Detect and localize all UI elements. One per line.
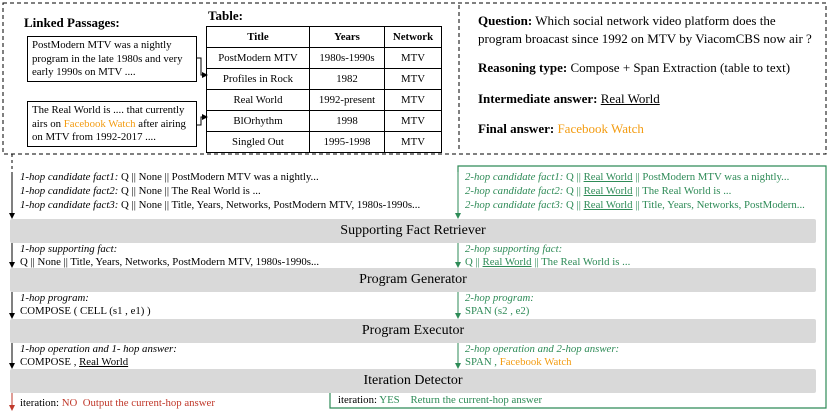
right-answer: SPAN , Facebook Watch xyxy=(465,356,572,368)
table-row: Profiles in Rock 1982 MTV xyxy=(207,69,442,90)
program-executor-bar: Program Executor xyxy=(10,319,816,343)
left-fact3: 1-hop candidate fact3: Q || None || Title, Years, Networks, PostModern MTV, 1980s-1990s... xyxy=(20,199,421,211)
table-header: Title xyxy=(207,27,310,48)
left-iteration: iteration: NO Output the current-hop answer xyxy=(20,397,215,409)
left-support-label: 1-hop supporting fact: xyxy=(20,243,118,255)
table-title: Table: xyxy=(208,8,243,23)
right-fact2: 2-hop candidate fact2: Q || Real World || The Real World is ... xyxy=(465,185,732,197)
right-iteration: iteration: YES Return the current-hop answer xyxy=(338,394,543,406)
passage-1: PostModern MTV was a nightly program in the late 1980s and very early 1990s on MTV .... xyxy=(27,36,197,82)
left-answer: COMPOSE , Real World xyxy=(20,356,129,368)
left-program-text: COMPOSE ( CELL (s1 , e1) ) xyxy=(20,305,151,317)
passage-2: The Real World is .... that currently airs on Facebook Watch after airing on MTV from 1992-2017 .... xyxy=(27,101,197,147)
left-fact2: 1-hop candidate fact2: Q || None || The Real World is ... xyxy=(20,185,261,197)
linked-passages-title: Linked Passages: xyxy=(24,15,120,30)
table-header: Years xyxy=(310,27,385,48)
table-row: Real World 1992-present MTV xyxy=(207,90,442,111)
right-fact1: 2-hop candidate fact1: Q || Real World || PostModern MTV was a nightly... xyxy=(465,171,790,183)
right-program-text: SPAN (s2 , e2) xyxy=(465,305,530,317)
supporting-fact-retriever-bar: Supporting Fact Retriever xyxy=(10,219,816,243)
question-block: Question: Which social network video platform does the program broacast since 1992 on MTV by ViacomCBS now air ? xyxy=(478,13,812,46)
final-answer: Final answer: Facebook Watch xyxy=(478,121,644,136)
table-row: Singled Out 1995-1998 MTV xyxy=(207,132,442,153)
left-support-text: Q || None || Title, Years, Networks, PostModern MTV, 1980s-1990s... xyxy=(20,256,320,268)
right-support-text: Q || Real World || The Real World is ... xyxy=(465,256,631,268)
right-support-label: 2-hop supporting fact: xyxy=(465,243,563,255)
reasoning-type: Reasoning type: Compose + Span Extraction (table to text) xyxy=(478,60,791,75)
intermediate-answer: Intermediate answer: Real World xyxy=(478,91,660,106)
left-program-label: 1-hop program: xyxy=(20,292,89,304)
left-fact1: 1-hop candidate fact1: Q || None || PostModern MTV was a nightly... xyxy=(20,171,319,183)
right-program-label: 2-hop program: xyxy=(465,292,534,304)
left-answer-label: 1-hop operation and 1- hop answer: xyxy=(20,343,177,355)
iteration-detector-bar: Iteration Detector xyxy=(10,369,816,393)
table-row: BlOrhythm 1998 MTV xyxy=(207,111,442,132)
table-row: PostModern MTV 1980s-1990s MTV xyxy=(207,48,442,69)
right-answer-label: 2-hop operation and 2-hop answer: xyxy=(465,343,620,355)
right-fact3: 2-hop candidate fact3: Q || Real World || Title, Years, Networks, PostModern... xyxy=(465,199,805,211)
table-header: Network xyxy=(385,27,442,48)
data-table xyxy=(206,26,442,153)
program-generator-bar: Program Generator xyxy=(10,268,816,292)
